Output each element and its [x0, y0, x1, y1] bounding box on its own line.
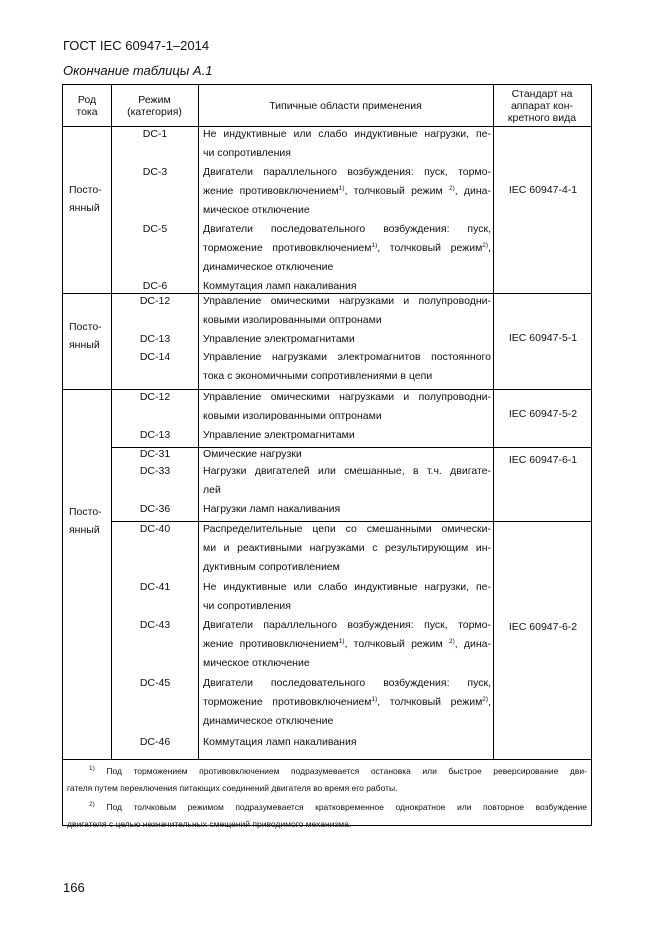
category-cell: DC-13 [139, 333, 171, 345]
application-line: Не индуктивные или слабо индуктивные нагрузки, пе- [203, 581, 491, 593]
category-cell: DC-45 [139, 677, 171, 689]
current-kind-cell: Посто- янный [69, 321, 102, 351]
application-line: ковыми изолированными оптронами [203, 314, 382, 326]
application-line: Двигатели параллельного возбуждения: пуск, тормо- [203, 166, 491, 178]
application-line: Управление электромагнитами [203, 333, 355, 345]
standard-cell: IEC 60947-5-1 [508, 332, 578, 344]
application-line: мическое отключение [203, 204, 310, 216]
application-line: чи сопротивления [203, 147, 291, 159]
current-kind-cell: Посто- янный [69, 506, 102, 536]
application-line: дуктивным сопротивлением [203, 561, 340, 573]
application-line: Не индуктивные или слабо индуктивные нагрузки, пе- [203, 128, 491, 140]
category-cell: DC-3 [142, 166, 168, 178]
category-cell: DC-12 [139, 391, 171, 403]
application-line: тока с экономичными сопротивлениями в цепи [203, 370, 433, 382]
application-line: динамическое отключение [203, 715, 334, 727]
application-line: Нагрузки двигателей или смешанные, в т.ч. двигате- [203, 465, 491, 477]
table-caption: Окончание таблицы А.1 [63, 63, 213, 78]
current-kind-cell: Посто- янный [69, 184, 102, 214]
application-line: Коммутация ламп накаливания [203, 280, 357, 292]
header-current-kind: Род тока [76, 93, 98, 118]
standard-cell: IEC 60947-6-1 [508, 454, 578, 466]
application-line: лей [203, 484, 221, 496]
category-cell: DC-41 [139, 581, 171, 593]
application-line: Управление электромагнитами [203, 429, 355, 441]
category-cell: DC-1 [142, 128, 168, 140]
application-line: ми и реактивными нагрузками с результирующим ин- [203, 542, 491, 554]
category-cell: DC-6 [142, 280, 168, 292]
application-line: Двигатели последовательного возбуждения: пуск, [203, 677, 491, 689]
footnote-1-cont: гателя путем переключения питающих соединений двигателя во время его работы. [67, 783, 398, 793]
standard-cell: IEC 60947-6-2 [508, 621, 578, 633]
application-line: чи сопротивления [203, 600, 291, 612]
footnote-1: $^{1)}$ Под торможением противовключением подразумевается остановка или быстрое реверсирование дви- [89, 765, 587, 776]
application-line: Нагрузки ламп накаливания [203, 503, 341, 515]
footnote-2: $^{2)}$ Под толчковым режимом подразумевается кратковременное однократное или повторное возбуждение [89, 801, 587, 812]
application-line: Управление омическими нагрузками и полупроводни- [203, 391, 491, 403]
category-cell: DC-5 [142, 223, 168, 235]
application-line: динамическое отключение [203, 261, 334, 273]
application-line: жение противовключением$^{1)}$, толчковый режим $^{2)}$, дина- [203, 185, 491, 197]
application-line: Распределительные цепи со смешанными омически- [203, 523, 491, 535]
header-application: Типичные области применения [269, 99, 422, 112]
application-line: Коммутация ламп накаливания [203, 736, 357, 748]
footnote-2-cont: двигателя с целью незначительных смещений приводимого механизма. [67, 819, 352, 829]
application-line: жение противовключением$^{1)}$, толчковый режим $^{2)}$, дина- [203, 638, 491, 650]
category-cell: DC-14 [139, 351, 171, 363]
application-line: Управление омическими нагрузками и полупроводни- [203, 295, 491, 307]
category-cell: DC-12 [139, 295, 171, 307]
document-header: ГОСТ IEC 60947-1–2014 [63, 38, 210, 53]
application-line: Двигатели последовательного возбуждения: пуск, [203, 223, 491, 235]
application-line: ковыми изолированными оптронами [203, 410, 382, 422]
category-cell: DC-43 [139, 619, 171, 631]
standard-cell: IEC 60947-5-2 [508, 408, 578, 420]
application-line: Двигатели параллельного возбуждения: пуск, тормо- [203, 619, 491, 631]
page-number: 166 [63, 880, 85, 895]
category-cell: DC-36 [139, 503, 171, 515]
category-cell: DC-40 [139, 523, 171, 535]
application-line: торможение противовключением$^{1)}$, толчковый режим$^{2)}$, [203, 696, 491, 708]
categories-table [62, 84, 592, 829]
standard-cell: IEC 60947-4-1 [508, 184, 578, 196]
application-line: Управление нагрузками электромагнитов постоянного [203, 351, 491, 363]
application-line: мическое отключение [203, 657, 310, 669]
application-line: торможение противовключением$^{1)}$, толчковый режим$^{2)}$, [203, 242, 491, 254]
header-category: Режим (категория) [127, 93, 182, 118]
category-cell: DC-31 [139, 448, 171, 460]
header-standard: Стандарт на аппарат кон- кретного вида [507, 87, 577, 124]
application-line: Омические нагрузки [203, 448, 302, 460]
category-cell: DC-46 [139, 736, 171, 748]
category-cell: DC-33 [139, 465, 171, 477]
category-cell: DC-13 [139, 429, 171, 441]
